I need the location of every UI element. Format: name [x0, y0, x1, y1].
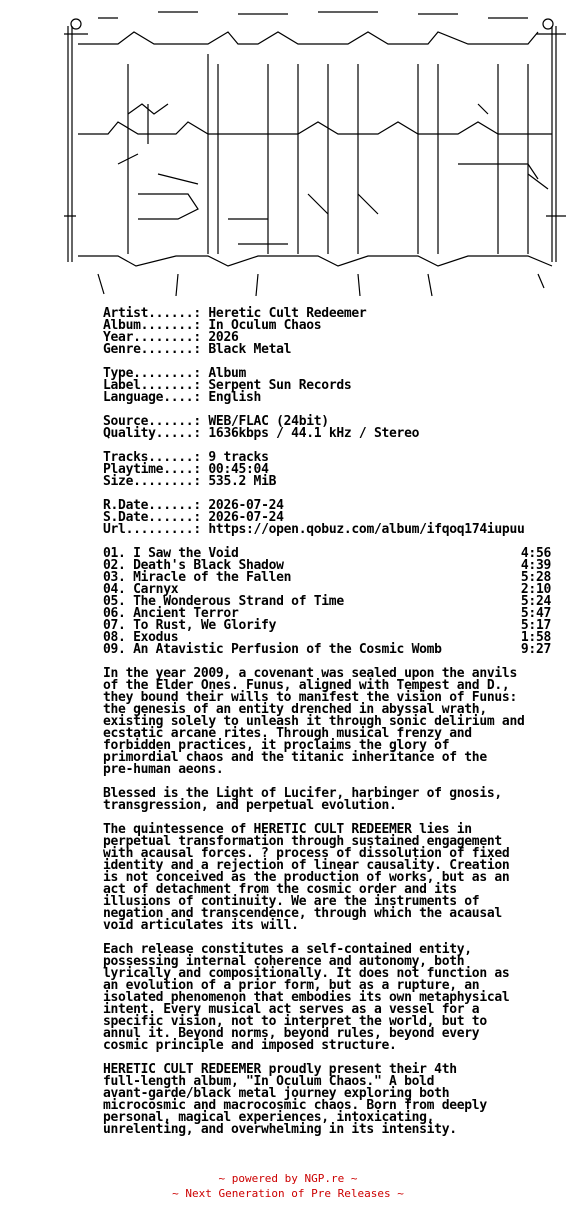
ascii-art-logo: [58, 4, 576, 300]
track-title: 05. The Wonderous Strand of Time: [103, 594, 344, 609]
album-label: Album.......:: [103, 318, 201, 333]
quality-value: 1636kbps / 44.1 kHz / Stereo: [208, 426, 420, 441]
size-label: Size........:: [103, 474, 201, 489]
language-value: English: [208, 390, 262, 405]
rdate-label: R.Date......:: [103, 498, 201, 513]
artist-label: Artist......:: [103, 306, 201, 321]
description-paragraph: HERETIC CULT REDEEMER proudly present their 4th full-length album, "In Oculum Chaos." A bold avant-garde/black metal journey exploring both microcosmic and macrocosmic chaos. Born from deeply personal, magical experiences, intoxicating, unrelenting, and overwhelming in its intensity.: [103, 1062, 487, 1137]
track-duration: 4:39: [520, 558, 551, 573]
genre-value: Black Metal: [208, 342, 292, 357]
type-label: Type........:: [103, 366, 201, 381]
url-row: [103, 524, 555, 536]
playtime-label: Playtime....:: [103, 462, 201, 477]
year-value: 2026: [208, 330, 239, 345]
playtime-value: 00:45:04: [208, 462, 269, 477]
track-duration: 5:47: [520, 606, 551, 621]
nfo-text: [103, 308, 555, 1136]
description-paragraph: Blessed is the Light of Lucifer, harbinger of gnosis, transgression, and perpetual evolution.: [103, 786, 502, 813]
year-label: Year........:: [103, 330, 201, 345]
rdate-value: 2026-07-24: [208, 498, 284, 513]
source-value: WEB/FLAC (24bit): [208, 414, 329, 429]
track-title: 02. Death's Black Shadow: [103, 558, 284, 573]
track-title: 04. Carnyx: [103, 582, 179, 597]
sdate-value: 2026-07-24: [208, 510, 284, 525]
description-paragraph: The quintessence of HERETIC CULT REDEEMER lies in perpetual transformation through sustained engagement with acausal forces. ? process of dissolution of fixed identity and a rejection of linear causality. Creation is not conceived as the production of works, but as an act of detachment from the cosmic order and its illusions of continuity. We are the instruments of negation and transcendence, through which the acausal void articulates its will.: [103, 822, 510, 933]
size-value: 535.2 MiB: [208, 474, 277, 489]
track-duration: 1:58: [520, 630, 551, 645]
genre-row: [103, 344, 555, 356]
quality-label: Quality.....:: [103, 426, 201, 441]
quality-row: [103, 428, 555, 440]
track-duration: 2:10: [520, 582, 551, 597]
track-duration: 5:28: [520, 570, 551, 585]
description-paragraph: Each release constitutes a self-contained entity, possessing internal coherence and autonomy, both lyrically and compositionally. It does not function as an evolution of a prior form, but as a rupture, an isolated phenomenon that embodies its own metaphysical intent. Every musical act serves as a vessel for a specific vision, not to interpret the world, but to annul it. Beyond norms, beyond rules, beyond every cosmic principle and imposed structure.: [103, 942, 510, 1053]
track-title: 03. Miracle of the Fallen: [103, 570, 292, 585]
url-link[interactable]: https://open.qobuz.com/album/ifqoq174iupuu: [208, 522, 525, 537]
tracks-label: Tracks......:: [103, 450, 201, 465]
description-paragraph: In the year 2009, a covenant was sealed upon the anvils of the Elder Ones. Funus, aligned with Tempest and D., they bound their wills to manifest the vision of Funus: the genesis of an entity drenched in abyssal wrath, existing solely to unleash it through sonic delirium and ecstatic arcane rites. Through musical frenzy and forbidden practices, it proclaims the glory of primordial chaos and the titanic inheritance of the pre-human aeons.: [103, 666, 525, 777]
language-row: [103, 392, 555, 404]
track-duration: 9:27: [520, 642, 551, 657]
footer-powered-by[interactable]: ~ powered by NGP.re ~: [218, 1172, 358, 1185]
track-title: 08. Exodus: [103, 630, 179, 645]
label-label: Label.......:: [103, 378, 201, 393]
size-row: [103, 476, 555, 488]
track-title: 07. To Rust, We Glorify: [103, 618, 277, 633]
url-label: Url.........:: [103, 522, 201, 537]
label-value: Serpent Sun Records: [208, 378, 352, 393]
type-value: Album: [208, 366, 247, 381]
track-title: 01. I Saw the Void: [103, 546, 239, 561]
footer-tagline: ~ Next Generation of Pre Releases ~: [172, 1187, 404, 1200]
source-label: Source......:: [103, 414, 201, 429]
album-value: In Oculum Chaos: [208, 318, 322, 333]
track-duration: 5:17: [520, 618, 551, 633]
track-title: 09. An Atavistic Perfusion of the Cosmic Womb: [103, 642, 442, 657]
genre-label: Genre.......:: [103, 342, 201, 357]
track-duration: 4:56: [520, 546, 551, 561]
track-title: 06. Ancient Terror: [103, 606, 239, 621]
tracks-value: 9 tracks: [208, 450, 269, 465]
track-duration: 5:24: [520, 594, 551, 609]
artist-value: Heretic Cult Redeemer: [208, 306, 367, 321]
track-row: [103, 644, 551, 656]
sdate-label: S.Date......:: [103, 510, 201, 525]
language-label: Language....:: [103, 390, 201, 405]
